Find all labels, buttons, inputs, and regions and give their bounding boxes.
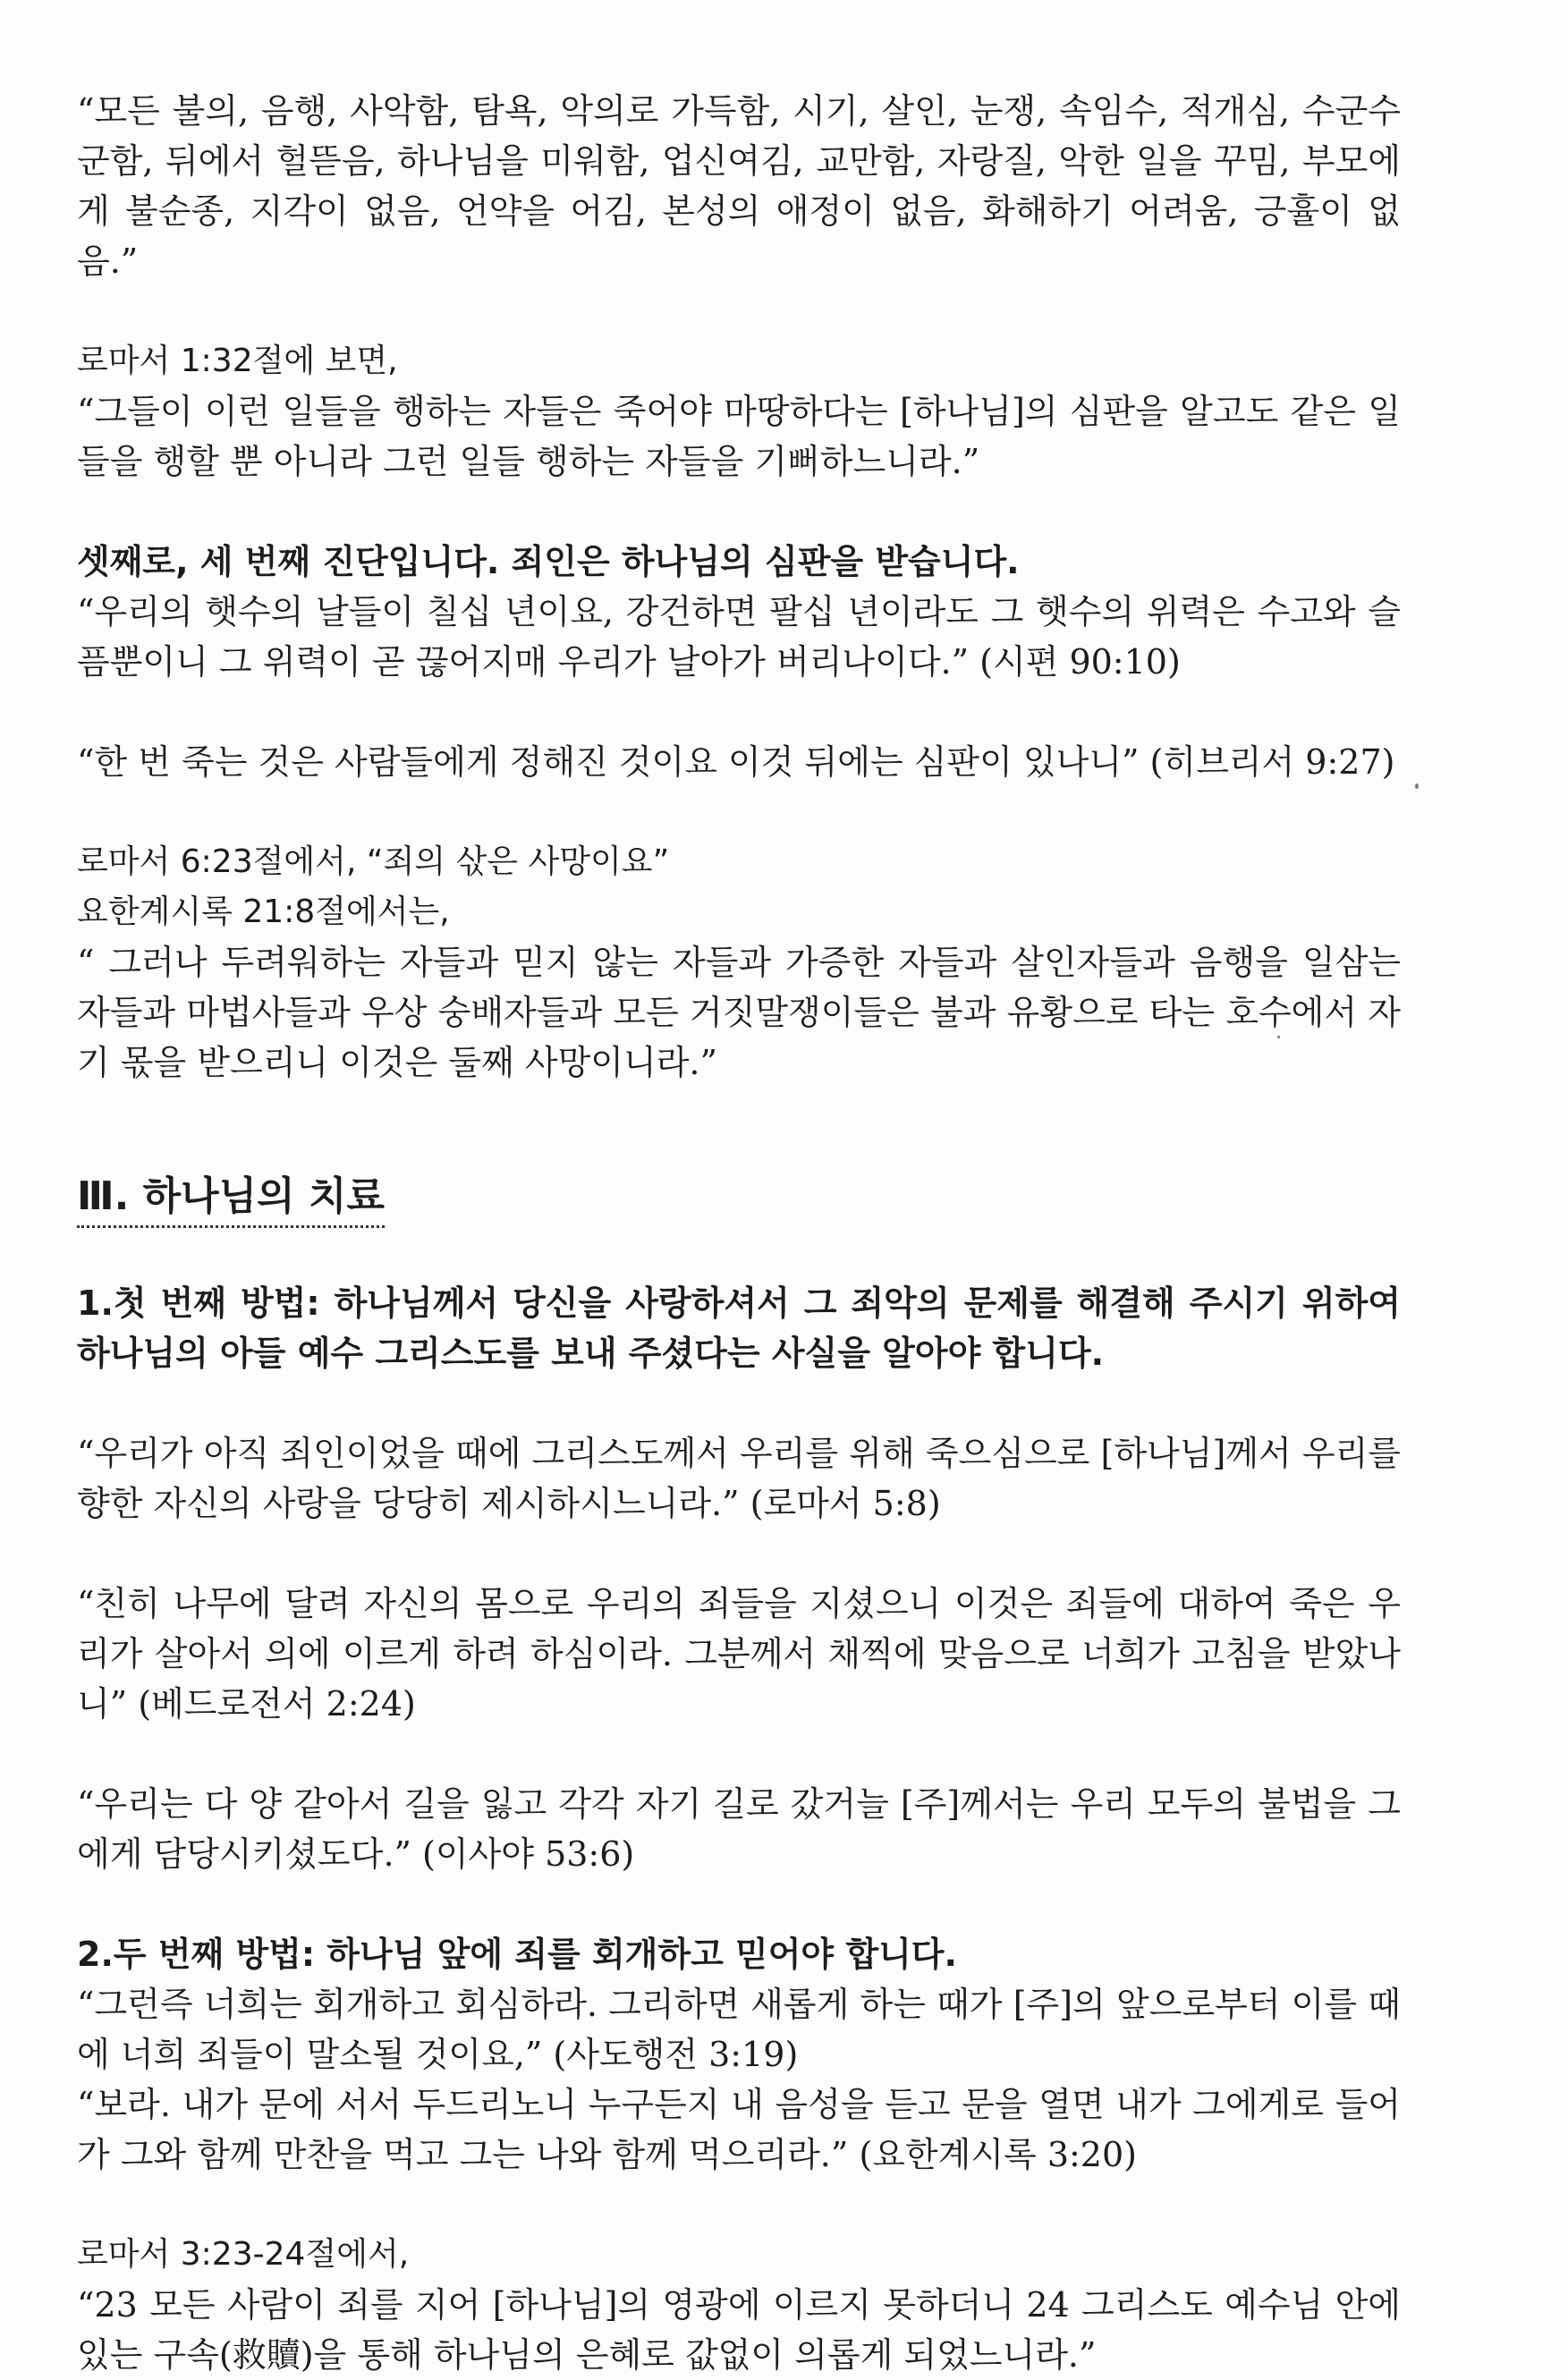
paragraph-gap xyxy=(77,1228,1401,1278)
paragraph-gap xyxy=(77,1729,1401,1779)
section-heading: Ⅲ. 하나님의 치료 xyxy=(77,1170,385,1228)
quote-paragraph: “친히 나무에 달려 자신의 몸으로 우리의 죄들을 지셨으니 이것은 죄들에 대하여 죽은 우리가 살아서 의에 이르게 하려 하심이라. 그분께서 채찍에 맞음으로 너희가 고침을 받았나니” (베드로전서 2:24) xyxy=(77,1584,1401,1724)
reference-line: 로마서 6:23절에서, “죄의 삯은 사망이요” xyxy=(77,843,670,880)
quote-paragraph: “23 모든 사람이 죄를 지어 [하나님]의 영광에 이르지 못하더니 24 그리스도 예수님 안에 있는 구속(救贖)을 통해 하나님의 은혜로 값없이 의롭게 되었느니라.” xyxy=(77,2285,1401,2375)
paragraph-gap xyxy=(77,687,1401,737)
quote-paragraph: “ 그러나 두려워하는 자들과 믿지 않는 자들과 가증한 자들과 살인자들과 음행을 일삼는 자들과 마법사들과 우상 숭배자들과 모든 거짓말쟁이들은 불과 유황으로 타는 호수에서 자기 몫을 받으리니 이것은 둘째 사망이니라.” xyxy=(77,943,1401,1082)
paragraph-gap xyxy=(77,787,1401,837)
section-gap xyxy=(77,1088,1401,1170)
quote-paragraph: “그런즉 너희는 회개하고 회심하라. 그리하면 새롭게 하는 때가 [주]의 앞으로부터 이를 때에 너희 죄들이 말소될 것이요,” (사도행전 3:19) xyxy=(77,1985,1401,2074)
paragraph-gap xyxy=(77,2180,1401,2230)
reference-line: 로마서 1:32절에 보면, xyxy=(77,343,398,379)
quote-paragraph: “그들이 이런 일들을 행하는 자들은 죽어야 마땅하다는 [하나님]의 심판을 알고도 같은 일들을 행할 뿐 아니라 그런 일들 행하는 자들을 기뻐하느니라.” xyxy=(77,392,1401,481)
paragraph-gap xyxy=(77,1529,1401,1579)
reference-line: 요한계시록 21:8절에서는, xyxy=(77,894,450,930)
paragraph-gap xyxy=(77,1378,1401,1428)
paragraph-gap xyxy=(77,487,1401,537)
quote-paragraph: “우리는 다 양 같아서 길을 잃고 각각 자기 길로 갔거늘 [주]께서는 우리 모두의 불법을 그에게 담당시키셨도다.” (이사야 53:6) xyxy=(77,1784,1401,1874)
document-page xyxy=(77,86,1401,2380)
scan-speck xyxy=(1415,783,1419,789)
paragraph-gap xyxy=(77,1879,1401,1929)
quote-paragraph: “보라. 내가 문에 서서 두드리노니 누구든지 내 음성을 듣고 문을 열면 내가 그에게로 들어가 그와 함께 만찬을 먹고 그는 나와 함께 먹으리라.” (요한계시록 3:20) xyxy=(77,2085,1401,2174)
quote-paragraph: “우리의 햇수의 날들이 칠십 년이요, 강건하면 팔십 년이라도 그 햇수의 위력은 수고와 슬픔뿐이니 그 위력이 곧 끊어지매 우리가 날아가 버리나이다.” (시편 90:10) xyxy=(77,592,1401,682)
quote-paragraph: “우리가 아직 죄인이었을 때에 그리스도께서 우리를 위해 죽으심으로 [하나님]께서 우리를 향한 자신의 사랑을 당당히 제시하시느니라.” (로마서 5:8) xyxy=(77,1434,1401,1523)
subheading-paragraph: 셋째로, 세 번째 진단입니다. 죄인은 하나님의 심판을 받습니다. xyxy=(77,542,1020,581)
quote-paragraph: “모든 불의, 음행, 사악함, 탐욕, 악의로 가득함, 시기, 살인, 눈쟁, 속임수, 적개심, 수군수군함, 뒤에서 헐뜯음, 하나님을 미워함, 업신여김, 교만함, 자랑질, 악한 일을 꾸밈, 부모에게 불순종, 지각이 없음, 언약을 어김, 본성의 애정이 없음, 화해하기 어려움, 긍휼이 없음.” xyxy=(77,91,1401,281)
paragraph-gap xyxy=(77,286,1401,336)
subheading-paragraph: 2.두 번째 방법: 하나님 앞에 죄를 회개하고 믿어야 합니다. xyxy=(77,1935,957,1974)
reference-line: 로마서 3:23-24절에서, xyxy=(77,2236,410,2273)
quote-paragraph: “한 번 죽는 것은 사람들에게 정해진 것이요 이것 뒤에는 심판이 있나니” (히브리서 9:27) xyxy=(77,742,1395,782)
subheading-paragraph: 1.첫 번째 방법: 하나님께서 당신을 사랑하셔서 그 죄악의 문제를 해결해 주시기 위하여 하나님의 아들 예수 그리스도를 보내 주셨다는 사실을 알아야 합니다. xyxy=(77,1283,1401,1373)
